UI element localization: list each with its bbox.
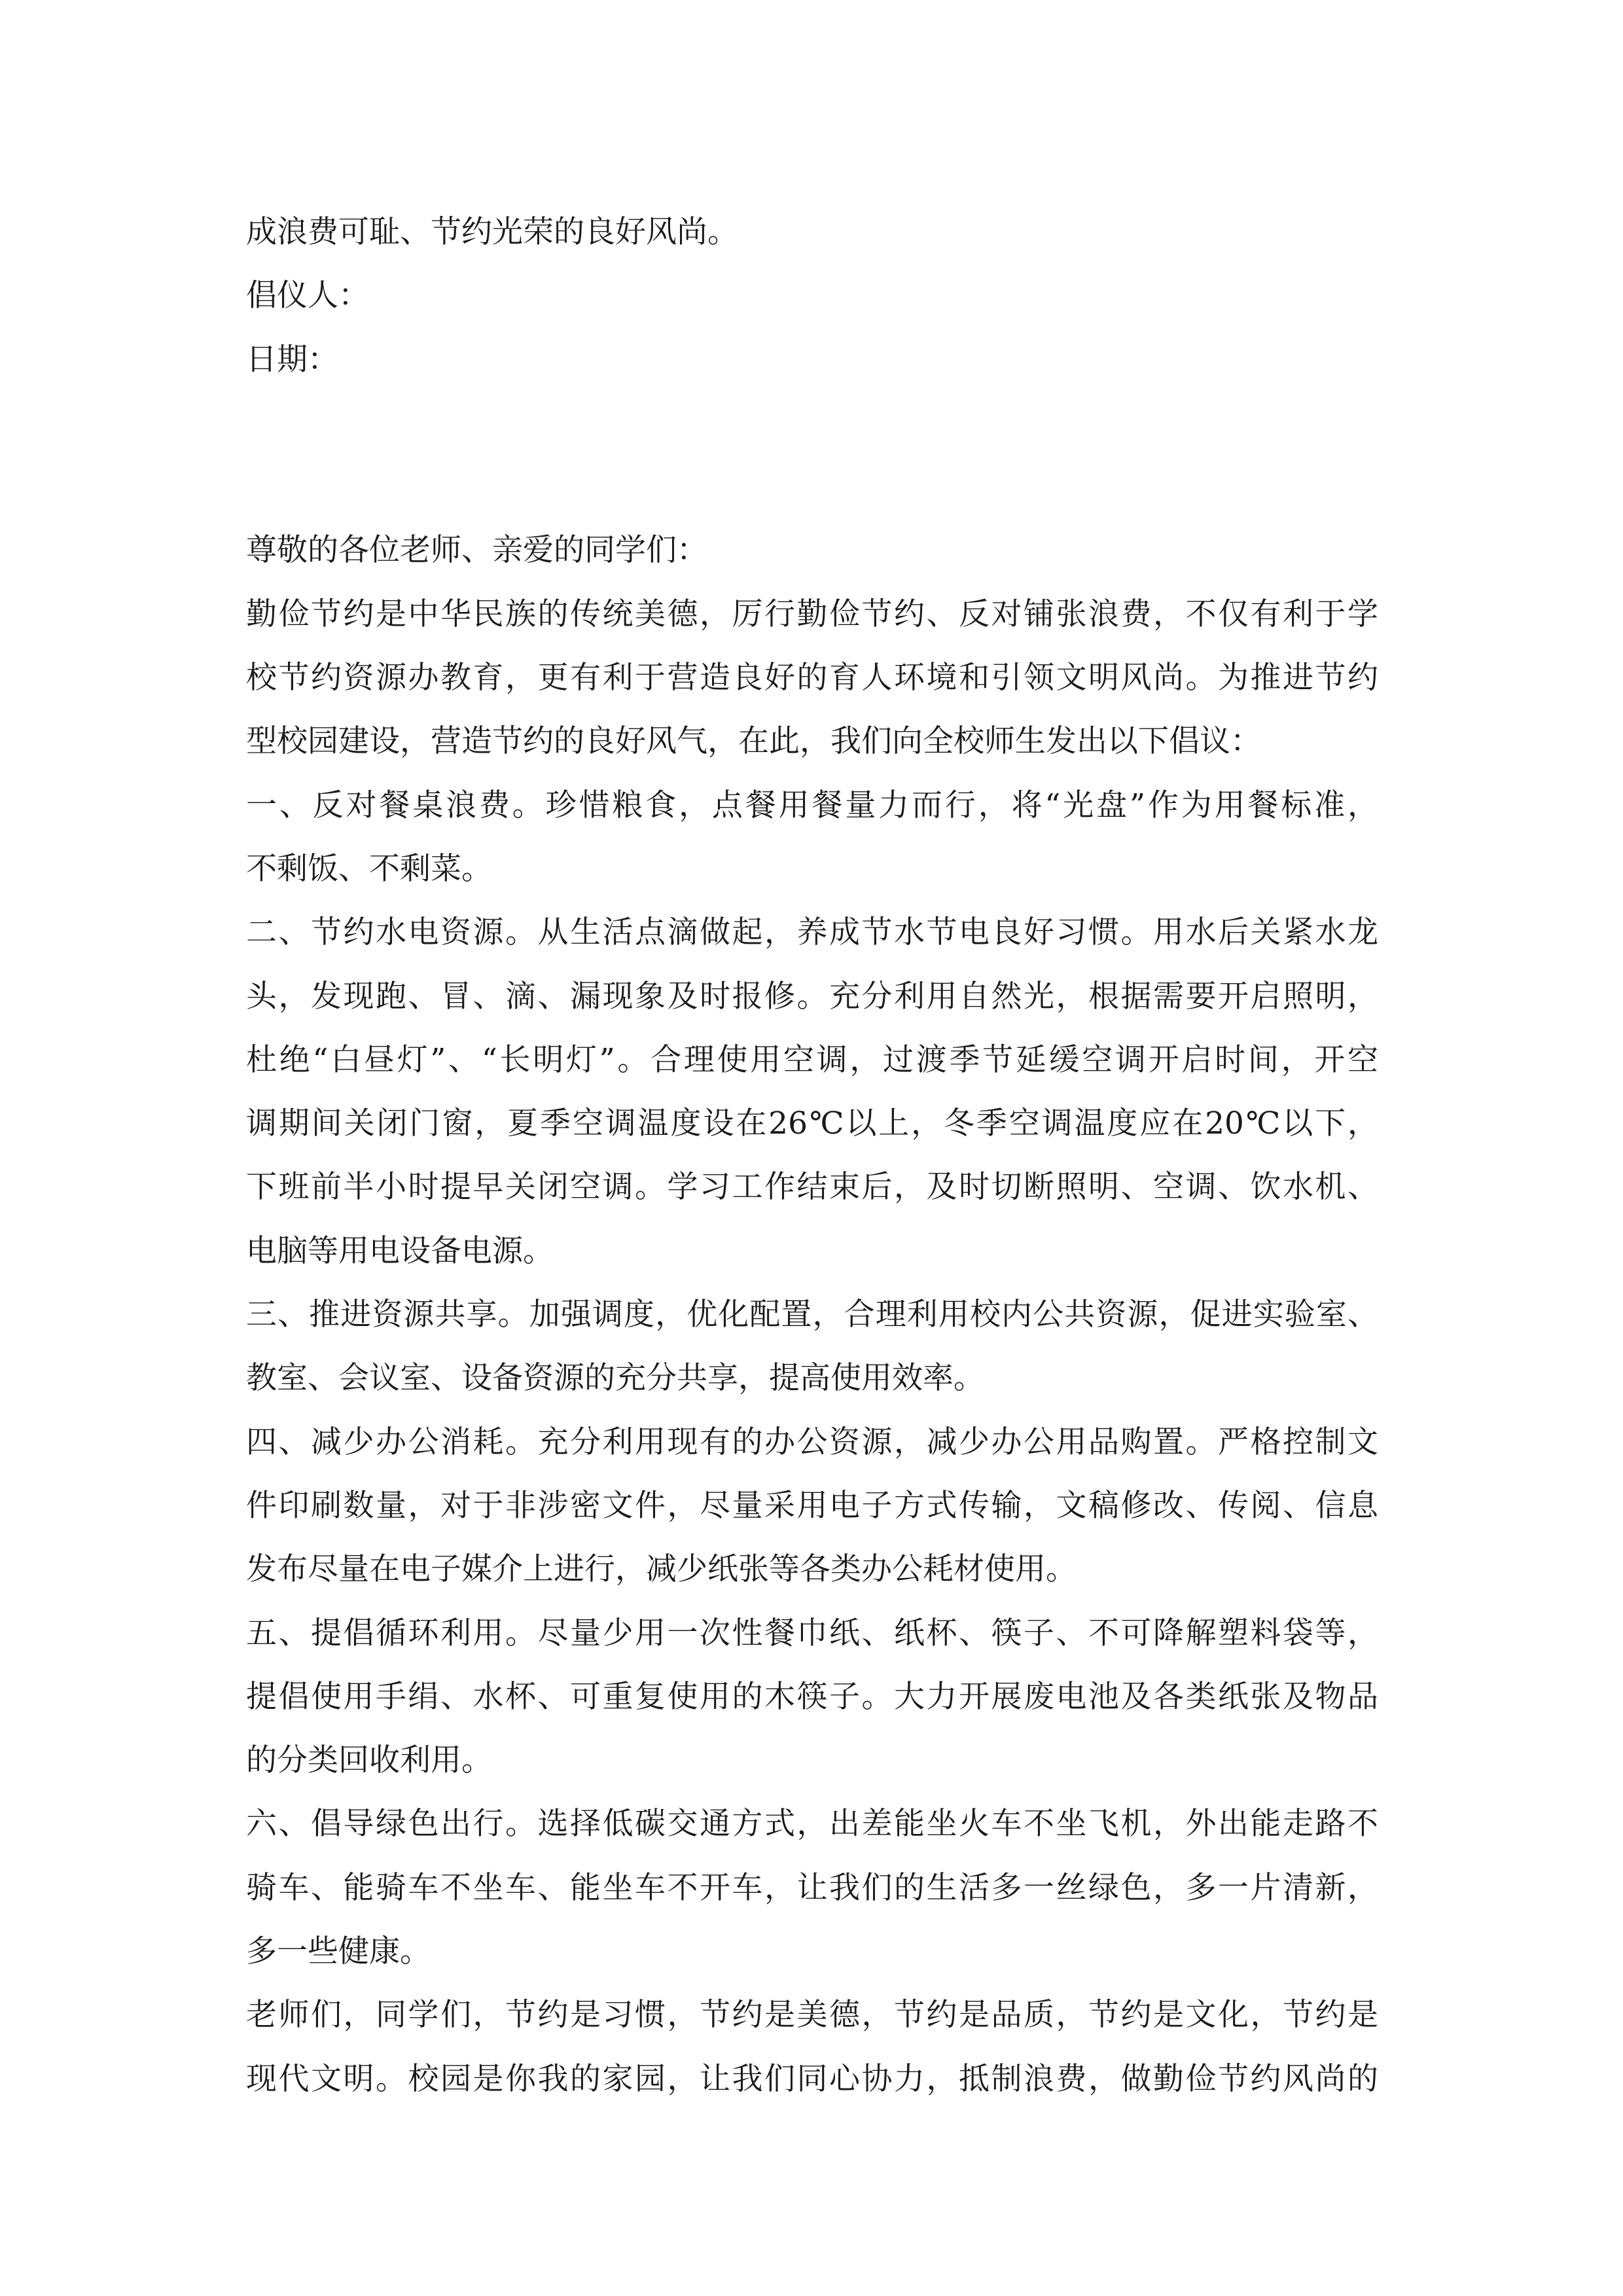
closing-line: 老师们，同学们，节约是习惯，节约是美德，节约是品质，节约是文化，节约是 xyxy=(246,1997,1378,2034)
item6-line: 六、倡导绿色出行。选择低碳交通方式，出差能坐火车不坐飞机，外出能走路不 xyxy=(246,1806,1378,1842)
item2-line: 杜绝“白昼灯”、“长明灯”。合理使用空调，过渡季节延缓空调开启时间，开空 xyxy=(246,1041,1378,1078)
section-gap xyxy=(246,391,1378,519)
initiator-label: 倡仪人： xyxy=(246,278,369,314)
greeting: 尊敬的各位老师、亲爱的同学们： xyxy=(246,532,707,569)
intro-line: 型校园建设，营造节约的良好风气，在此，我们向全校师生发出以下倡议： xyxy=(246,723,1261,760)
document-body xyxy=(246,200,1378,2111)
item4-line: 件印刷数量，对于非涉密文件，尽量采用电子方式传输，文稿修改、传阅、信息 xyxy=(246,1487,1378,1524)
item2-line: 头，发现跑、冒、滴、漏现象及时报修。充分利用自然光，根据需要开启照明， xyxy=(246,978,1378,1014)
intro-line: 勤俭节约是中华民族的传统美德，厉行勤俭节约、反对铺张浪费，不仅有利于学 xyxy=(246,596,1378,632)
item2-line: 下班前半小时提早关闭空调。学习工作结束后，及时切断照明、空调、饮水机、 xyxy=(246,1169,1378,1206)
item6-line: 骑车、能骑车不坐车、能坐车不开车，让我们的生活多一丝绿色，多一片清新， xyxy=(246,1869,1378,1906)
item5-line: 的分类回收利用。 xyxy=(246,1742,492,1779)
item5-line: 五、提倡循环利用。尽量少用一次性餐巾纸、纸杯、筷子、不可降解塑料袋等， xyxy=(246,1615,1378,1651)
item3-line: 教室、会议室、设备资源的充分共享，提高使用效率。 xyxy=(246,1360,984,1397)
closing-line: 现代文明。校园是你我的家园，让我们同心协力，抵制浪费，做勤俭节约风尚的 xyxy=(246,2060,1378,2097)
item4-line: 四、减少办公消耗。充分利用现有的办公资源，减少办公用品购置。严格控制文 xyxy=(246,1424,1378,1460)
item3-line: 三、推进资源共享。加强调度，优化配置，合理利用校内公共资源，促进实验室、 xyxy=(246,1297,1378,1333)
item5-line: 提倡使用手绢、水杯、可重复使用的木筷子。大力开展废电池及各类纸张及物品 xyxy=(246,1678,1378,1715)
item2-line: 电脑等用电设备电源。 xyxy=(246,1232,554,1269)
item1-line: 一、反对餐桌浪费。珍惜粮食，点餐用餐量力而行，将“光盘”作为用餐标准， xyxy=(246,787,1378,823)
previous-text-line: 成浪费可耻、节约光荣的良好风尚。 xyxy=(246,214,738,250)
item6-line: 多一些健康。 xyxy=(246,1933,431,1970)
item1-line: 不剩饭、不剩菜。 xyxy=(246,850,492,887)
date-label: 日期： xyxy=(246,341,338,378)
item2-line: 调期间关闭门窗，夏季空调温度设在26℃以上，冬季空调温度应在20℃以下， xyxy=(246,1105,1378,1142)
item2-line: 二、节约水电资源。从生活点滴做起，养成节水节电良好习惯。用水后关紧水龙 xyxy=(246,914,1378,951)
intro-line: 校节约资源办教育，更有利于营造良好的育人环境和引领文明风尚。为推进节约 xyxy=(246,660,1378,696)
item4-line: 发布尽量在电子媒介上进行，减少纸张等各类办公耗材使用。 xyxy=(246,1551,1077,1588)
